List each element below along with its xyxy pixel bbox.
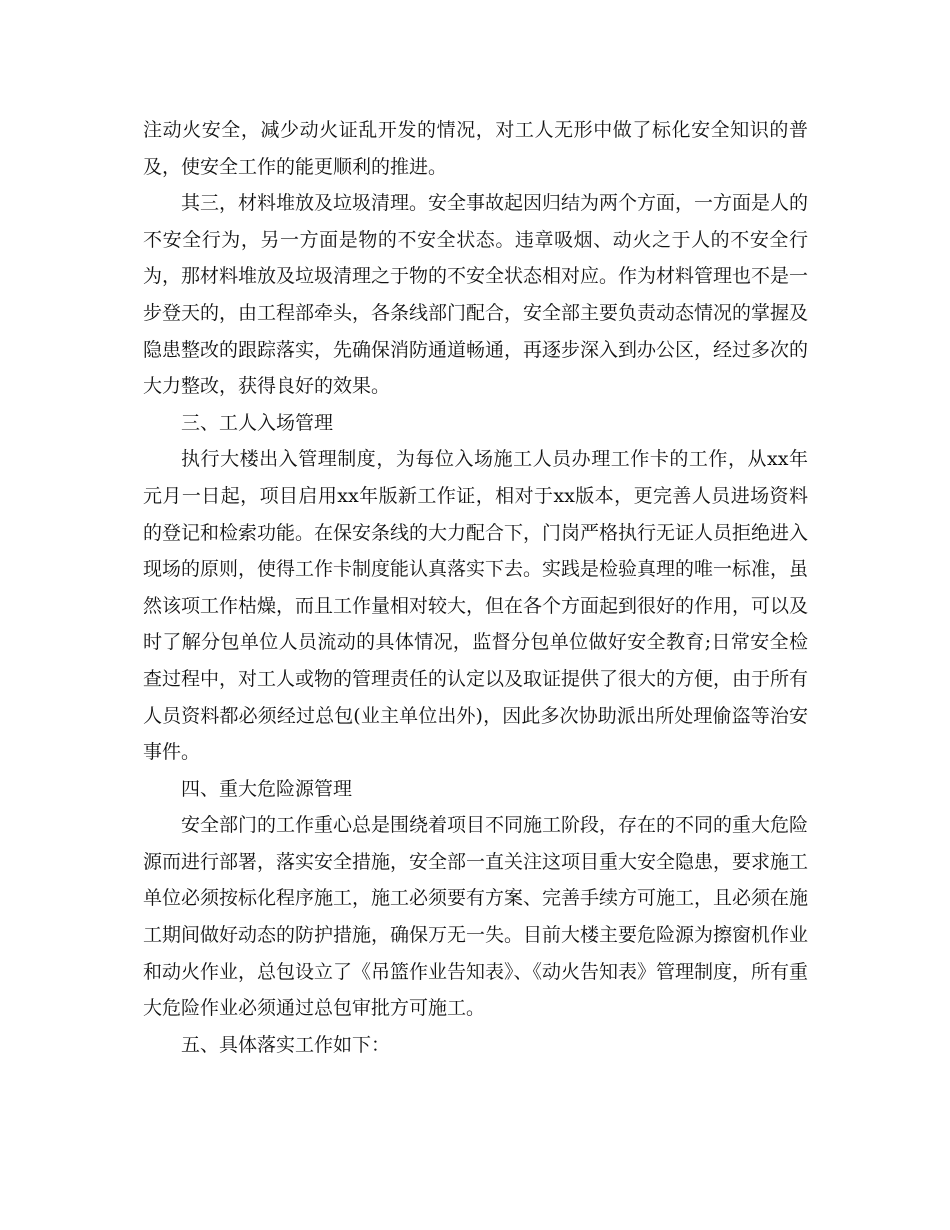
paragraph-worker-entry: 执行大楼出入管理制度，为每位入场施工人员办理工作卡的工作，从xx年元月一日起，项目启用xx年版新工作证，相对于xx版本，更完善人员进场资料的登记和检索功能。在保安条线的大力配合下，门岗严格执行无证人员拒绝进入现场的原则，使得工作卡制度能认真落实下去。实践是检验真理的唯一标准，虽然该项工作枯燥，而且工作量相对较大，但在各个方面起到很好的作用，可以及时了解分包单位人员流动的具体情况，监督分包单位做好安全教育;日常安全检查过程中，对工人或物的管理责任的认定以及取证提供了很大的方便，由于所有人员资料都必须经过总包(业主单位出外)，因此多次协助派出所处理偷盗等治安事件。 [143, 448, 809, 764]
paragraph-materials-cleanup: 其三，材料堆放及垃圾清理。安全事故起因归结为两个方面，一方面是人的不安全行为，另一方面是物的不安全状态。违章吸烟、动火之于人的不安全行为，那材料堆放及垃圾清理之于物的不安全状态相对应。作为材料管理也不是一步登天的，由工程部牵头，各条线部门配合，安全部主要负责动态情况的掌握及隐患整改的跟踪落实，先确保消防通道畅通，再逐步深入到办公区，经过多次的大力整改，获得良好的效果。 [143, 192, 809, 398]
document-body [143, 112, 808, 1063]
section-heading-implementation: 五、具体落实工作如下： [181, 1033, 391, 1056]
section-heading-worker-entry: 三、工人入场管理 [181, 411, 334, 434]
continuation-paragraph: 注动火安全，减少动火证乱开发的情况，对工人无形中做了标化安全知识的普及，使安全工作的能更顺利的推进。 [143, 119, 808, 178]
section-heading-major-hazards: 四、重大危险源管理 [181, 777, 353, 800]
paragraph-major-hazards: 安全部门的工作重心总是围绕着项目不同施工阶段，存在的不同的重大危险源而进行部署，落实安全措施，安全部一直关注这项目重大安全隐患，要求施工单位必须按标化程序施工，施工必须要有方案、完善手续方可施工，且必须在施工期间做好动态的防护措施，确保万无一失。目前大楼主要危险源为擦窗机作业和动火作业，总包设立了《吊篮作业告知表》、《动火告知表》管理制度，所有重大危险作业必须通过总包审批方可施工。 [143, 814, 809, 1020]
